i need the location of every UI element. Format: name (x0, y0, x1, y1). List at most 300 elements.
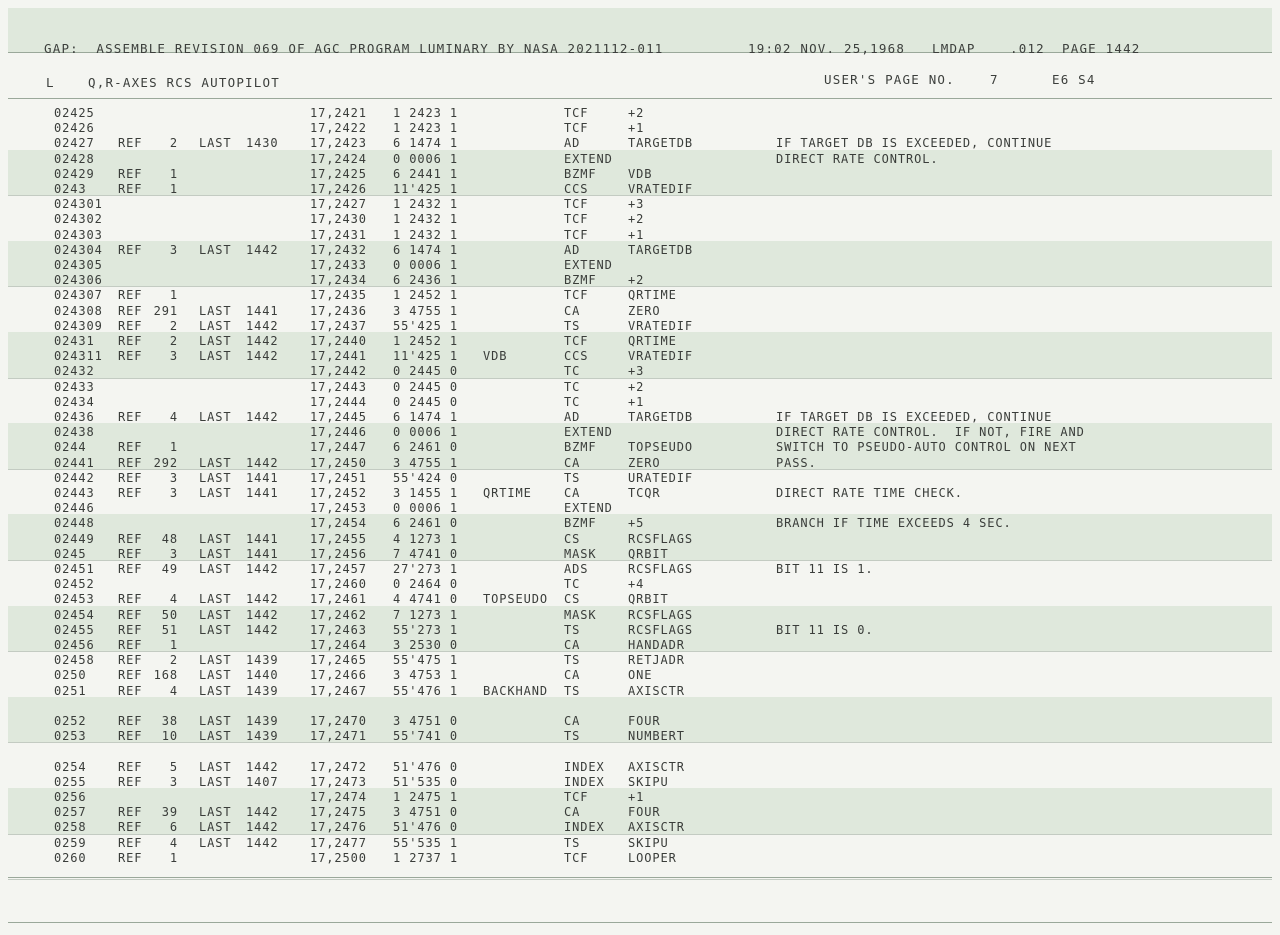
octal-code: 3 1455 1 (393, 486, 458, 500)
ref-count: 2 (169, 334, 178, 348)
address: 17,2437 (310, 318, 367, 333)
opcode: AD (564, 410, 581, 424)
line-number: 02451 (54, 562, 95, 576)
listing-row (0, 714, 1280, 729)
listing-row (0, 440, 1280, 455)
octal-code: 3 4755 1 (393, 303, 458, 318)
ref-tag: REF (118, 486, 143, 500)
last-tag: LAST (199, 318, 232, 333)
opcode: TS (564, 683, 581, 698)
operand: FOUR (628, 714, 661, 728)
opcode: AD (564, 242, 581, 257)
listing-row (0, 349, 1280, 364)
opcode: EXTEND (564, 151, 613, 166)
comment: IF TARGET DB IS EXCEEDED, CONTINUE (776, 410, 1053, 424)
listing-row (0, 273, 1280, 288)
last-tag: LAST (199, 303, 232, 318)
line-number: 02432 (54, 364, 95, 379)
ref-tag: REF (118, 653, 143, 668)
address: 17,2475 (310, 805, 367, 820)
listing-row (0, 760, 1280, 775)
line-number: 0245 (54, 546, 87, 561)
ref-tag: REF (118, 334, 143, 348)
listing-row (0, 653, 1280, 668)
header-rule-bottom (8, 98, 1272, 99)
last-tag: LAST (199, 729, 232, 744)
octal-code: 55'535 1 (393, 835, 458, 850)
ref-tag: REF (118, 850, 143, 865)
address: 17,2451 (310, 470, 367, 485)
last-tag: LAST (199, 759, 232, 774)
last-page: 1442 (246, 562, 279, 576)
ref-count: 1 (169, 850, 178, 865)
address: 17,2450 (310, 455, 367, 470)
listing-row (0, 182, 1280, 197)
ref-count: 3 (169, 486, 178, 500)
ref-count: 3 (169, 546, 178, 561)
ref-count: 1 (169, 182, 178, 196)
opcode: CCS (564, 349, 589, 364)
opcode: CA (564, 455, 581, 470)
listing-row (0, 334, 1280, 349)
opcode: MASK (564, 607, 597, 622)
address: 17,2447 (310, 440, 367, 455)
octal-code: 27'273 1 (393, 562, 458, 576)
ref-tag: REF (118, 470, 143, 485)
line-number: 02449 (54, 531, 95, 546)
listing-row (0, 304, 1280, 319)
address: 17,2445 (310, 410, 367, 424)
listing-row (0, 425, 1280, 440)
operand: +2 (628, 273, 645, 288)
last-page: 1441 (246, 546, 279, 561)
last-tag: LAST (199, 455, 232, 470)
listing-row (0, 258, 1280, 273)
ref-count: 2 (169, 653, 178, 668)
last-page: 1442 (246, 455, 279, 470)
ref-tag: REF (118, 410, 143, 424)
last-tag: LAST (199, 136, 232, 151)
octal-code: 6 2441 1 (393, 166, 458, 181)
ref-count: 51 (161, 622, 178, 637)
operand: +1 (628, 121, 645, 136)
ref-tag: REF (118, 440, 143, 455)
octal-code: 51'476 0 (393, 759, 458, 774)
opcode: TCF (564, 121, 589, 136)
listing-row (0, 136, 1280, 151)
ref-tag: REF (118, 835, 143, 850)
operand: URATEDIF (628, 470, 693, 485)
ref-count: 50 (161, 607, 178, 622)
line-number: 0244 (54, 440, 87, 455)
ref-count: 48 (161, 531, 178, 546)
users-page-number: 7 (990, 72, 999, 87)
listing-row (0, 577, 1280, 592)
ref-tag: REF (118, 683, 143, 698)
ref-tag: REF (118, 349, 143, 364)
line-number: 02426 (54, 121, 95, 136)
octal-code: 6 1474 1 (393, 242, 458, 257)
octal-code: 51'535 0 (393, 774, 458, 789)
octal-code: 1 2423 1 (393, 121, 458, 136)
ref-count: 39 (161, 805, 178, 820)
ref-tag: REF (118, 455, 143, 470)
operand: AXISCTR (628, 820, 685, 835)
listing-row (0, 805, 1280, 820)
address: 17,2421 (310, 106, 367, 120)
ref-count: 4 (169, 835, 178, 850)
octal-code: 55'741 0 (393, 729, 458, 744)
ref-tag: REF (118, 318, 143, 333)
ref-tag: REF (118, 531, 143, 546)
ref-count: 1 (169, 288, 178, 303)
line-number: 02429 (54, 166, 95, 181)
address: 17,2467 (310, 683, 367, 698)
operand: TOPSEUDO (628, 440, 693, 455)
last-page: 1442 (246, 349, 279, 364)
last-page: 1439 (246, 729, 279, 744)
line-number: 0256 (54, 790, 87, 804)
operand: ZERO (628, 303, 661, 318)
address: 17,2452 (310, 486, 367, 500)
opcode: TS (564, 318, 581, 333)
opcode: TC (564, 379, 581, 394)
comment: SWITCH TO PSEUDO-AUTO CONTROL ON NEXT (776, 440, 1077, 455)
line-number: 02428 (54, 151, 95, 166)
line-number: 02453 (54, 592, 95, 607)
opcode: TCF (564, 288, 589, 303)
address: 17,2444 (310, 394, 367, 409)
line-number: 02431 (54, 334, 95, 348)
operand: +5 (628, 516, 645, 531)
comment: BIT 11 IS 1. (776, 562, 874, 576)
operand: LOOPER (628, 850, 677, 865)
address: 17,2466 (310, 668, 367, 683)
ref-tag: REF (118, 668, 143, 683)
last-page: 1441 (246, 303, 279, 318)
line-number: 024303 (54, 227, 103, 242)
ref-count: 10 (161, 729, 178, 744)
address: 17,2500 (310, 850, 367, 865)
users-page-label: USER'S PAGE NO. (824, 72, 955, 87)
operand: QRTIME (628, 288, 677, 303)
octal-code: 6 2436 1 (393, 273, 458, 288)
listing-row (0, 668, 1280, 683)
address: 17,2427 (310, 197, 367, 212)
last-tag: LAST (199, 546, 232, 561)
listing-row (0, 212, 1280, 227)
last-page: 1442 (246, 334, 279, 348)
address: 17,2455 (310, 531, 367, 546)
operand: RCSFLAGS (628, 622, 693, 637)
comment: BRANCH IF TIME EXCEEDS 4 SEC. (776, 516, 1012, 531)
octal-code: 0 0006 1 (393, 258, 458, 272)
line-number: 02455 (54, 622, 95, 637)
operand: AXISCTR (628, 683, 685, 698)
last-page: 1407 (246, 774, 279, 789)
address: 17,2476 (310, 820, 367, 835)
line-number: 0250 (54, 668, 87, 683)
line-number: 024308 (54, 303, 103, 318)
operand: TARGETDB (628, 242, 693, 257)
ref-count: 3 (169, 242, 178, 257)
operand: TARGETDB (628, 136, 693, 151)
ref-tag: REF (118, 759, 143, 774)
address: 17,2432 (310, 242, 367, 257)
address: 17,2442 (310, 364, 367, 379)
address: 17,2461 (310, 592, 367, 607)
ref-count: 38 (161, 714, 178, 728)
address: 17,2462 (310, 607, 367, 622)
comment: IF TARGET DB IS EXCEEDED, CONTINUE (776, 136, 1053, 151)
listing-row (0, 532, 1280, 547)
ref-count: 49 (161, 562, 178, 576)
last-tag: LAST (199, 714, 232, 728)
line-number: 0257 (54, 805, 87, 820)
line-number: 02443 (54, 486, 95, 500)
octal-code: 1 2423 1 (393, 106, 458, 120)
octal-code: 55'273 1 (393, 622, 458, 637)
line-number: 0253 (54, 729, 87, 744)
opcode: TC (564, 364, 581, 379)
last-tag: LAST (199, 835, 232, 850)
last-tag: LAST (199, 334, 232, 348)
last-tag: LAST (199, 668, 232, 683)
ref-tag: REF (118, 242, 143, 257)
last-page: 1439 (246, 653, 279, 668)
ref-tag: REF (118, 182, 143, 196)
address: 17,2436 (310, 303, 367, 318)
listing-row (0, 106, 1280, 121)
listing-row (0, 197, 1280, 212)
last-page: 1442 (246, 835, 279, 850)
last-tag: LAST (199, 531, 232, 546)
page-number: PAGE 1442 (1062, 41, 1141, 56)
octal-code: 11'425 1 (393, 182, 458, 196)
operand: +2 (628, 212, 645, 227)
ref-count: 5 (169, 759, 178, 774)
address: 17,2456 (310, 546, 367, 561)
address: 17,2474 (310, 790, 367, 804)
operand: +4 (628, 577, 645, 592)
address: 17,2453 (310, 501, 367, 516)
octal-code: 1 2737 1 (393, 850, 458, 865)
opcode: TCF (564, 106, 589, 120)
opcode: CA (564, 805, 581, 820)
address: 17,2434 (310, 273, 367, 288)
ref-tag: REF (118, 562, 143, 576)
address: 17,2433 (310, 258, 367, 272)
listing-row (0, 684, 1280, 699)
line-number: 024307 (54, 288, 103, 303)
octal-code: 3 4753 1 (393, 668, 458, 683)
listing-row (0, 775, 1280, 790)
octal-code: 0 0006 1 (393, 501, 458, 516)
line-number: 0259 (54, 835, 87, 850)
ref-count: 1 (169, 638, 178, 652)
ref-tag: REF (118, 288, 143, 303)
address: 17,2441 (310, 349, 367, 364)
line-number: 024302 (54, 212, 103, 227)
listing-row (0, 516, 1280, 531)
opcode: BZMF (564, 440, 597, 455)
operand: ZERO (628, 455, 661, 470)
last-page: 1442 (246, 622, 279, 637)
operand: RCSFLAGS (628, 531, 693, 546)
address: 17,2431 (310, 227, 367, 242)
listing-row (0, 486, 1280, 501)
listing-row (0, 121, 1280, 136)
last-tag: LAST (199, 562, 232, 576)
ref-tag: REF (118, 546, 143, 561)
line-number: 0255 (54, 774, 87, 789)
last-tag: LAST (199, 592, 232, 607)
last-page: 1441 (246, 531, 279, 546)
listing-row (0, 243, 1280, 258)
opcode: CS (564, 592, 581, 607)
ref-tag: REF (118, 805, 143, 820)
line-number: 024301 (54, 197, 103, 212)
line-number: 02438 (54, 425, 95, 440)
line-number: 02454 (54, 607, 95, 622)
operand: +3 (628, 364, 645, 379)
opcode: MASK (564, 546, 597, 561)
listing-row (0, 820, 1280, 835)
line-number: 02448 (54, 516, 95, 531)
address: 17,2471 (310, 729, 367, 744)
address: 17,2465 (310, 653, 367, 668)
last-tag: LAST (199, 622, 232, 637)
ref-count: 3 (169, 470, 178, 485)
last-tag: LAST (199, 653, 232, 668)
operand: QRBIT (628, 546, 669, 561)
address: 17,2454 (310, 516, 367, 531)
line-number: 0254 (54, 759, 87, 774)
ref-count: 4 (169, 410, 178, 424)
ref-count: 3 (169, 349, 178, 364)
footer-rule-2 (8, 922, 1272, 923)
address: 17,2435 (310, 288, 367, 303)
line-number: 0251 (54, 683, 87, 698)
program-name: LMDAP (932, 41, 976, 56)
octal-code: 3 4751 0 (393, 805, 458, 820)
line-number: 02442 (54, 470, 95, 485)
opcode: TS (564, 622, 581, 637)
opcode: CCS (564, 182, 589, 196)
opcode: TC (564, 394, 581, 409)
listing-row (0, 395, 1280, 410)
program-version: .012 (1010, 41, 1045, 56)
octal-code: 1 2475 1 (393, 790, 458, 804)
print-timestamp: 19:02 NOV. 25,1968 (748, 41, 906, 56)
comment: DIRECT RATE CONTROL. IF NOT, FIRE AND (776, 425, 1085, 440)
ref-tag: REF (118, 714, 143, 728)
operand: VRATEDIF (628, 349, 693, 364)
listing-row (0, 744, 1280, 759)
ref-count: 4 (169, 592, 178, 607)
operand: +1 (628, 227, 645, 242)
listing-row (0, 836, 1280, 851)
comment: DIRECT RATE CONTROL. (776, 151, 939, 166)
comment: PASS. (776, 455, 817, 470)
line-number: 024304 (54, 242, 103, 257)
operand: RCSFLAGS (628, 562, 693, 576)
line-number: 02433 (54, 379, 95, 394)
opcode: TCF (564, 197, 589, 212)
last-tag: LAST (199, 486, 232, 500)
octal-code: 0 2445 0 (393, 394, 458, 409)
listing-row (0, 456, 1280, 471)
opcode: TC (564, 577, 581, 592)
operand: RCSFLAGS (628, 607, 693, 622)
footer-rule (8, 877, 1272, 878)
comment: BIT 11 IS 0. (776, 622, 874, 637)
listing-row (0, 152, 1280, 167)
address: 17,2430 (310, 212, 367, 227)
opcode: EXTEND (564, 501, 613, 516)
octal-code: 6 2461 0 (393, 516, 458, 531)
line-number: 0258 (54, 820, 87, 835)
last-page: 1442 (246, 592, 279, 607)
operand: SKIPU (628, 835, 669, 850)
ref-count: 292 (153, 455, 178, 470)
line-number: 02452 (54, 577, 95, 592)
opcode: TCF (564, 212, 589, 227)
listing-row (0, 729, 1280, 744)
listing-row (0, 623, 1280, 638)
listing-row (0, 592, 1280, 607)
opcode: CS (564, 531, 581, 546)
line-number: 02425 (54, 106, 95, 120)
operand: ONE (628, 668, 653, 683)
opcode: CA (564, 668, 581, 683)
opcode: TCF (564, 850, 589, 865)
address: 17,2470 (310, 714, 367, 728)
opcode: TS (564, 835, 581, 850)
last-page: 1442 (246, 607, 279, 622)
ref-count: 168 (153, 668, 178, 683)
line-number: 02441 (54, 455, 95, 470)
line-number: 024306 (54, 273, 103, 288)
address: 17,2473 (310, 774, 367, 789)
listing-row (0, 167, 1280, 182)
octal-code: 55'475 1 (393, 653, 458, 668)
address: 17,2425 (310, 166, 367, 181)
octal-code: 51'476 0 (393, 820, 458, 835)
symbol-label: VDB (483, 349, 508, 364)
ref-count: 291 (153, 303, 178, 318)
address: 17,2463 (310, 622, 367, 637)
octal-code: 55'425 1 (393, 318, 458, 333)
octal-code: 0 2445 0 (393, 379, 458, 394)
operand: +2 (628, 379, 645, 394)
address: 17,2423 (310, 136, 367, 151)
listing-row (0, 410, 1280, 425)
operand: QRTIME (628, 334, 677, 348)
ref-tag: REF (118, 729, 143, 744)
operand: +1 (628, 394, 645, 409)
opcode: BZMF (564, 166, 597, 181)
operand: AXISCTR (628, 759, 685, 774)
operand: RETJADR (628, 653, 685, 668)
octal-code: 1 2452 1 (393, 334, 458, 348)
operand: TARGETDB (628, 410, 693, 424)
last-tag: LAST (199, 683, 232, 698)
ref-tag: REF (118, 774, 143, 789)
listing-row (0, 228, 1280, 243)
octal-code: 7 4741 0 (393, 546, 458, 561)
ref-tag: REF (118, 592, 143, 607)
